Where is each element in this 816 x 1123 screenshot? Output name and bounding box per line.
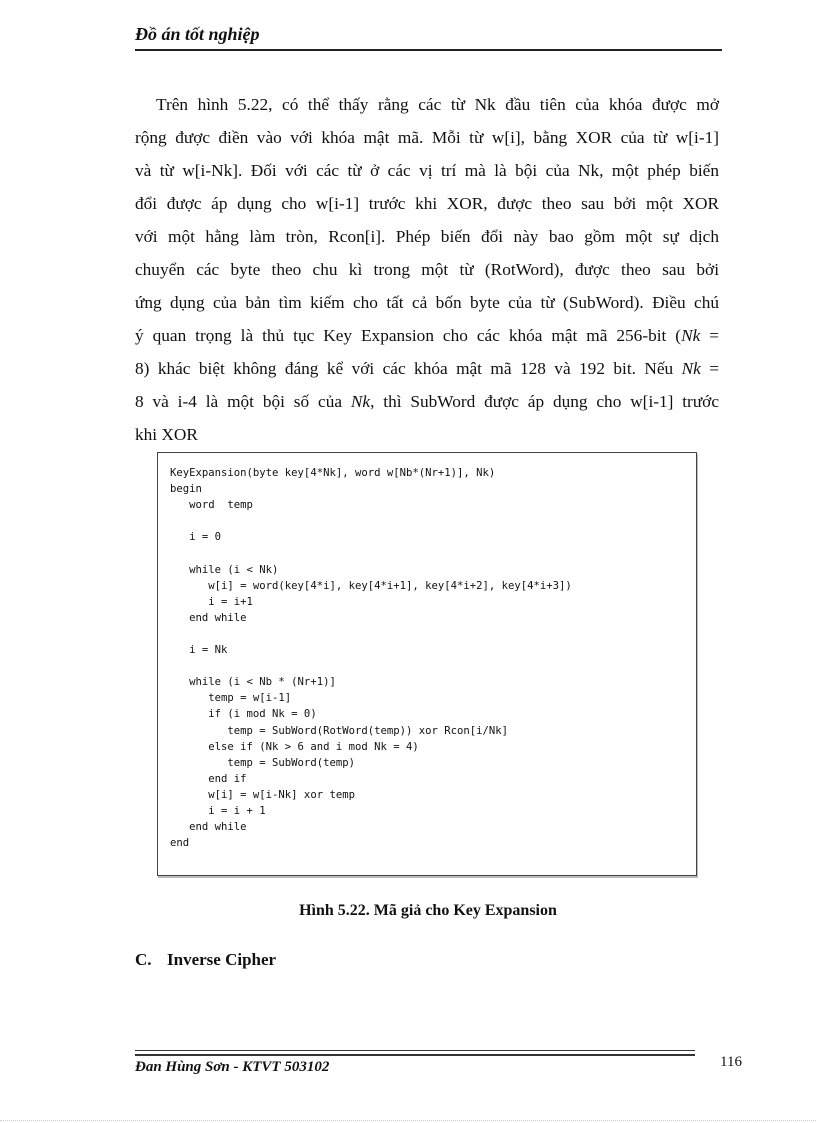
body-text-run: Trên hình 5.22, có thể thấy rằng các từ Nk đầu tiên của khóa được mở [156, 95, 719, 114]
header-rule [135, 49, 722, 51]
body-line [135, 319, 719, 352]
body-line [135, 253, 719, 286]
body-text-run: ứng dụng của bản tìm kiếm cho tất cả bốn byte của từ (SubWord). Điều chú [135, 293, 719, 312]
body-text-run: 8 và i-4 là một bội số của [135, 392, 351, 411]
body-text-run: 8) khác biệt không đáng kể với các khóa mật mã 128 và 192 bit. Nếu [135, 359, 682, 378]
footer-author: Đan Hùng Sơn - KTVT 503102 [135, 1059, 330, 1075]
italic-term: Nk [681, 326, 701, 345]
body-text-run: khi XOR [135, 425, 198, 444]
body-text-run: , thì SubWord được áp dụng cho w[i-1] trước [370, 392, 719, 411]
footer-rule-thin [135, 1050, 695, 1051]
figure-caption: Hình 5.22. Mã giả cho Key Expansion [299, 902, 557, 919]
pseudocode-listing: KeyExpansion(byte key[4*Nk], word w[Nb*(Nr+1)], Nk) begin word temp i = 0 while (i < Nk) w[i] = word(key[4*i], key[4*i+1], key[4*i+2], key[4*i+3]) i = i+1 end while i = Nk while (i < Nb * (Nr+1)] temp = w[i-1] if (i mod Nk = 0) temp = SubWord(RotWord(temp)) xor Rcon[i/Nk] else if (Nk > 6 and i mod Nk = 4) temp = SubWord(temp) end if w[i] = w[i-Nk] xor temp i = i + 1 end while end [170, 467, 572, 850]
body-text-run: = [700, 326, 719, 345]
section-title: Inverse Cipher [167, 950, 277, 969]
body-line [135, 286, 719, 319]
body-text-run: = [700, 359, 719, 378]
body-line [135, 385, 719, 418]
body-line [135, 352, 719, 385]
body-line [135, 418, 719, 451]
body-text-run: rộng được điền vào với khóa mật mã. Mỗi từ w[i], bằng XOR của từ w[i-1] [135, 128, 719, 147]
body-text-run: đổi được áp dụng cho w[i-1] trước khi XOR, được theo sau bởi một XOR [135, 194, 719, 213]
body-line [135, 88, 719, 121]
section-heading [135, 950, 276, 970]
body-line [135, 121, 719, 154]
body-text-run: với một hằng làm tròn, Rcon[i]. Phép biến đổi này bao gồm một sự dịch [135, 227, 719, 246]
body-line [135, 187, 719, 220]
italic-term: Nk [350, 392, 371, 411]
body-line [135, 154, 719, 187]
body-paragraph [135, 88, 719, 451]
page-edge-divider [0, 1120, 816, 1121]
section-label: C. [135, 950, 152, 969]
body-text-run: và từ w[i-Nk]. Đối với các từ ở các vị trí mà là bội của Nk, một phép biến [135, 161, 719, 180]
italic-term: Nk [681, 359, 701, 378]
running-header-title: Đồ án tốt nghiệp [135, 24, 260, 44]
body-line [135, 220, 719, 253]
footer-rule-thick [135, 1054, 695, 1056]
pseudocode-figure [157, 452, 697, 876]
page-number: 116 [720, 1054, 742, 1070]
body-text-run: chuyển các byte theo chu kì trong một từ (RotWord), được theo sau bởi [135, 260, 719, 279]
body-text-run: ý quan trọng là thủ tục Key Expansion cho các khóa mật mã 256-bit ( [135, 326, 682, 345]
